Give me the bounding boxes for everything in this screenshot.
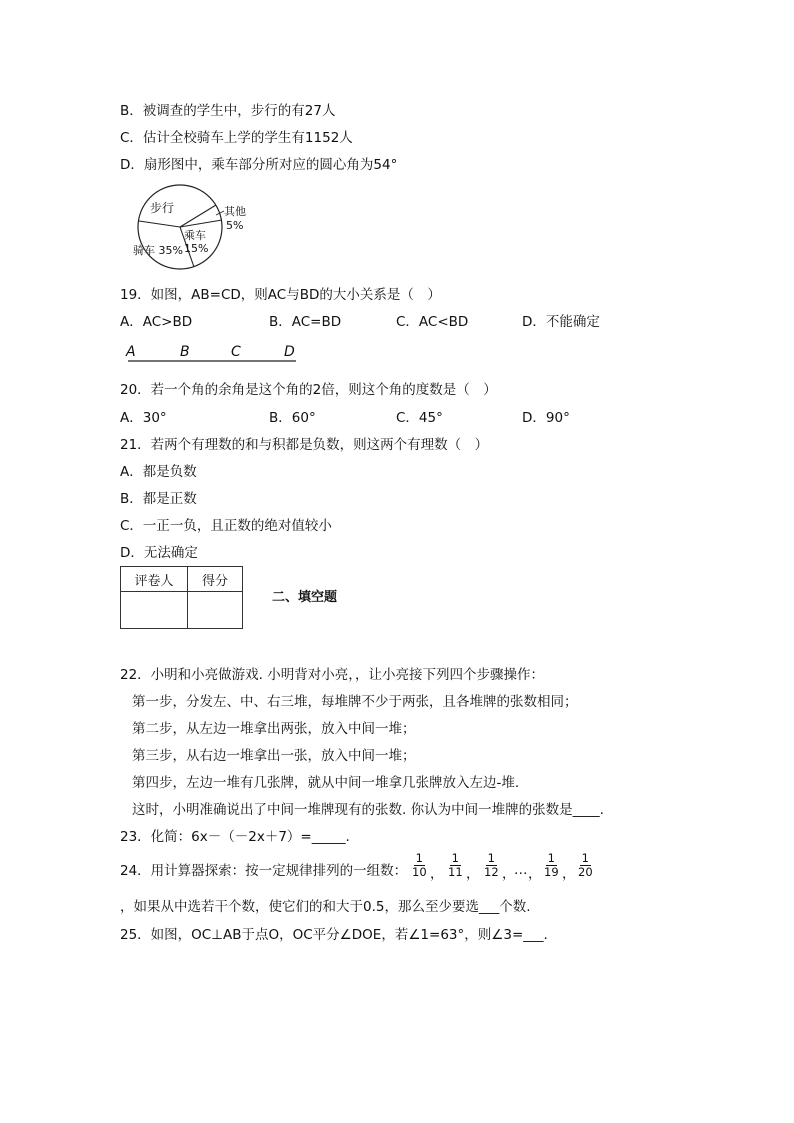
q22-ending: 这时，小明准确说出了中间一堆牌现有的张数. 你认为中间一堆牌的张数是____. [132, 802, 604, 818]
q21-option-d: D．无法确定 [120, 545, 198, 561]
q24-fraction-5-num: 1 [581, 851, 589, 865]
pie-chart-figure [118, 184, 258, 274]
q20-option-d: D．90° [522, 410, 570, 426]
q24-fraction-5 [576, 852, 595, 879]
segment-point-d: D [284, 344, 295, 360]
q24-sequence [410, 852, 610, 892]
q24-fraction-4-den: 19 [544, 865, 559, 879]
q24-fraction-5-den: 20 [578, 865, 593, 879]
pie-label-bike: 骑车 35% [133, 244, 183, 257]
q24-fraction-4-num: 1 [547, 851, 555, 865]
q24-stem: 24．用计算器探索：按一定规律排列的一组数： [120, 863, 408, 879]
grader-header-reviewer: 评卷人 [121, 567, 188, 592]
grader-header-score: 得分 [188, 567, 243, 592]
q24-fraction-3 [482, 852, 501, 879]
q19-option-b: B．AC=BD [269, 314, 342, 330]
grader-cell-score[interactable] [188, 592, 243, 629]
q24-fraction-3-num: 1 [487, 851, 495, 865]
q24-comma-1: ， [430, 866, 444, 882]
segment-point-c: C [231, 344, 241, 360]
q23-stem: 23．化简：6x－（－2x＋7）=_____. [120, 829, 350, 845]
pie-label-other-name: 其他 [224, 205, 246, 218]
q22-step3: 第三步，从右边一堆拿出一张，放入中间一堆； [132, 748, 416, 764]
pie-label-other-pct: 5% [226, 219, 244, 232]
pie-label-bus-name: 乘车 [184, 229, 206, 242]
pie-label-bus-pct: 15% [184, 242, 209, 255]
q21-option-b: B．都是正数 [120, 491, 197, 507]
q19-stem: 19．如图，AB=CD，则AC与BD的大小关系是（ ） [120, 287, 441, 303]
pie-divider-left [139, 221, 180, 227]
grader-cell-reviewer[interactable] [121, 592, 188, 629]
q24-ellipsis: … [514, 862, 528, 878]
q24-fraction-2-num: 1 [451, 851, 459, 865]
q19-options [120, 313, 720, 331]
q24-fraction-1-num: 1 [415, 851, 423, 865]
q22-step2: 第二步，从左边一堆拿出两张，放入中间一堆； [132, 721, 416, 737]
q18-option-d: D．扇形图中，乘车部分所对应的圆心角为54° [120, 157, 398, 173]
q18-option-c: C．估计全校骑车上学的学生有1152人 [120, 130, 353, 146]
q22-stem: 22．小明和小亮做游戏. 小明背对小亮，，让小亮接下列四个步骤操作： [120, 667, 545, 683]
pie-label-walk: 步行 [150, 201, 175, 215]
q24-comma-3: ， [502, 866, 516, 882]
q22-step1: 第一步，分发左、中、右三堆，每堆牌不少于两张，且各堆牌的张数相同； [132, 694, 578, 710]
q20-option-c: C．45° [396, 410, 443, 426]
q24-fraction-3-den: 12 [484, 865, 499, 879]
q21-option-c: C．一正一负，且正数的绝对值较小 [120, 518, 332, 534]
q24-comma-2: ， [466, 866, 480, 882]
q19-option-a: A．AC>BD [120, 314, 193, 330]
q22-step4: 第四步，左边一堆有几张牌，就从中间一堆拿几张牌放入左边-堆. [132, 775, 520, 791]
q20-options [120, 409, 720, 427]
q20-option-b: B．60° [269, 410, 316, 426]
q19-option-c: C．AC<BD [396, 314, 469, 330]
q19-option-d: D．不能确定 [522, 314, 600, 330]
section-title: 二、填空题 [272, 590, 338, 605]
q24-fraction-4 [542, 852, 561, 879]
q24-comma-4: ， [528, 866, 542, 882]
q24-comma-5: ， [562, 866, 576, 882]
q20-option-a: A．30° [120, 410, 167, 426]
q24-fraction-2-den: 11 [448, 865, 463, 879]
q24-fraction-2 [446, 852, 465, 879]
segment-point-b: B [180, 344, 190, 360]
q24-fraction-1 [410, 852, 429, 879]
segment-point-a: A [126, 344, 136, 360]
q21-option-a: A．都是负数 [120, 464, 197, 480]
q25-stem: 25．如图，OC⊥AB于点O，OC平分∠DOE，若∠1=63°，则∠3=___. [120, 927, 548, 943]
grader-table [120, 566, 243, 629]
q21-stem: 21．若两个有理数的和与积都是负数，则这两个有理数（ ） [120, 437, 489, 453]
segment-figure [122, 340, 307, 366]
q24-fraction-1-den: 10 [412, 865, 427, 879]
q18-option-b: B．被调查的学生中，步行的有27人 [120, 103, 336, 119]
q24-continuation: ，如果从中选若干个数，使它们的和大于0.5，那么至少要选___个数. [120, 899, 531, 915]
q20-stem: 20．若一个角的余角是这个角的2倍，则这个角的度数是（ ） [120, 382, 497, 398]
